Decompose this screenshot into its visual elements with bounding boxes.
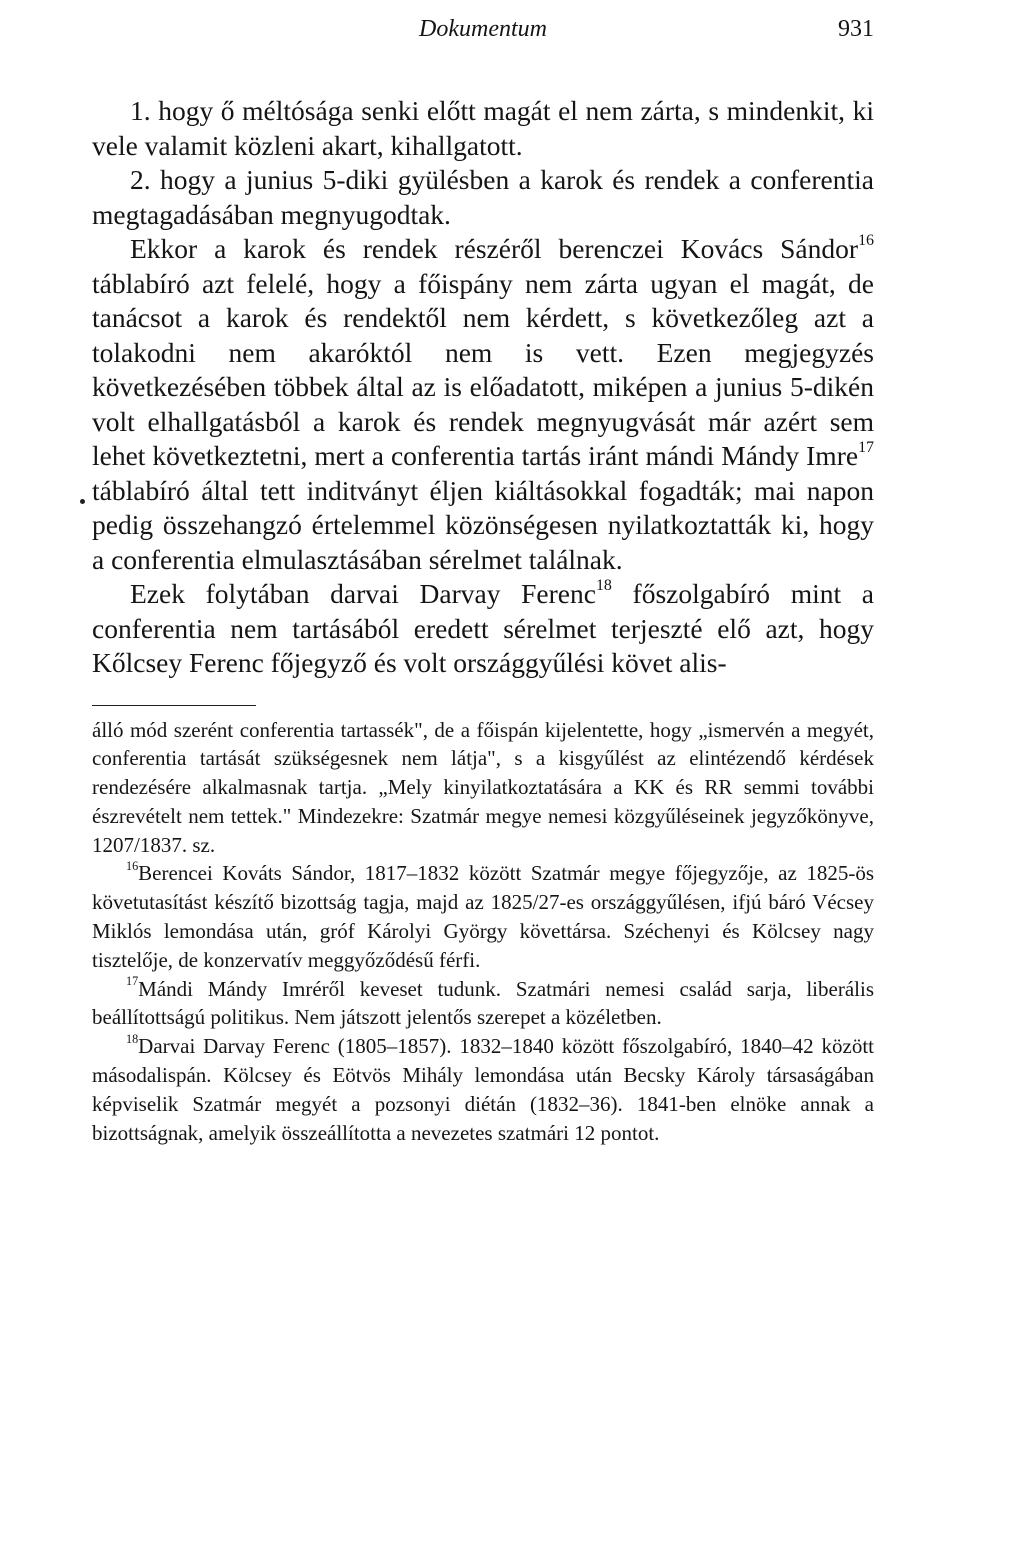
footnote-number-17: 17 [126, 974, 139, 989]
footnote-ref-18: 18 [595, 576, 612, 594]
page-number: 931 [838, 16, 874, 42]
footnote-16 [92, 859, 874, 974]
footnote-17 [92, 975, 874, 1033]
paragraph-1: 1. hogy ő méltósága senki előtt magát el nem zárta, s mindenkit, ki vele valamit közleni akart, kihallgatott. [92, 95, 874, 161]
footnote-ref-17: 17 [858, 438, 874, 456]
paragraph-3 [92, 232, 874, 577]
paragraph-4-part-2: főszolgabíró mint a conferentia nem tartásából eredett sérelmet terjeszté elő azt, hogy Kőlcsey Ferenc főjegyző és volt országgyűlési követ alis- [92, 578, 874, 678]
footnote-continued: álló mód szerént conferentia tartassék", de a főispán kijelentette, hogy „ismervén a megyét, conferentia tartását szükségesnek nem látja", s a kisgyűlést az elintézendő kérdések rendezésére alkalmasnak tartja. „Mely kinyilatkoztatására a KK és RR semmi további észrevételt nem tettek." Mindezekre: Szatmár megye nemesi közgyűléseinek jegyzőkönyve, 1207/1837. sz. [92, 717, 874, 857]
footnotes [92, 716, 874, 1148]
footnote-16-text: Berencei Kováts Sándor, 1817–1832 között Szatmár megye főjegyzője, az 1825-ös követutasítást készítő bizottság tagja, majd az 1825/27-es országgyűlésen, ifjú báró Vécsey Miklós lemondása után, gróf Károlyi György követtársa. Széchenyi és Kölcsey nagy tisztelője, de konzervatív meggyőződésű férfi. [92, 861, 874, 972]
running-title: Dokumentum [419, 16, 547, 42]
footnote-number-16: 16 [126, 859, 139, 874]
paragraph-4 [92, 577, 874, 681]
paragraph-3-part-2: táblabíró azt felelé, hogy a főispány nem zárta ugyan el magát, de tanácsot a karok és rendektől nem kérdett, s következőleg azt a tolakodni nem akaróktól nem is vett. Ezen megjegyzés következésében többek által az is előadatott, miképen a junius 5-dikén volt elhallgatásból a karok és rendek megnyugvását már azért sem lehet következtetni, mert a conferentia tartás iránt mándi Mándy Imre [92, 267, 874, 471]
margin-mark [80, 499, 85, 504]
paragraph-2: 2. hogy a junius 5-diki gyülésben a karok és rendek a conferentia megtagadásában megnyugodtak. [92, 164, 874, 230]
footnote-number-18: 18 [126, 1031, 139, 1046]
footnote-18 [92, 1032, 874, 1147]
footnote-divider [92, 705, 256, 706]
paragraph-4-part-1: Ezek folytában darvai Darvay Ferenc [130, 578, 596, 609]
footnote-18-text: Darvai Darvay Ferenc (1805–1857). 1832–1840 között főszolgabíró, 1840–42 között másodalispán. Kölcsey és Eötvös Mihály lemondása után Becsky Károly társaságában képviselik Szatmár megyét a pozsonyi diétán (1832–36). 1841-ben elnöke annak a bizottságnak, amelyik összeállította a nevezetes szatmári 12 pontot. [92, 1034, 874, 1145]
footnote-17-text: Mándi Mándy Imréről keveset tudunk. Szatmári nemesi család sarja, liberális beállítottságú politikus. Nem játszott jelentős szerepet a közéletben. [92, 976, 874, 1030]
paragraph-3-part-3: táblabíró által tett inditványt éljen kiáltásokkal fogadták; mai napon pedig összehangzó értelemmel közönségesen nyilatkoztatták ki, hogy a conferentia elmulasztásában sérelmet találnak. [92, 474, 874, 575]
paragraph-3-part-1: Ekkor a karok és rendek részéről berenczei Kovács Sándor [130, 233, 859, 264]
main-text [92, 94, 874, 681]
footnote-ref-16: 16 [858, 231, 874, 249]
document-page [92, 14, 874, 1147]
running-header [92, 14, 874, 50]
